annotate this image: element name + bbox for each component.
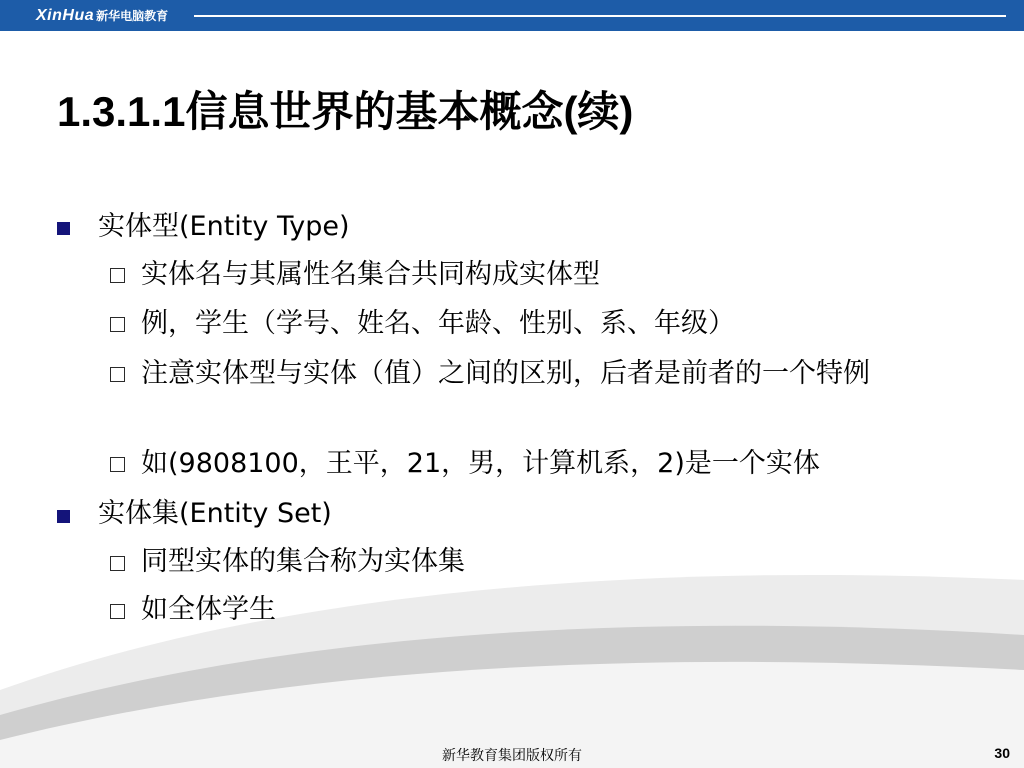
bullet-entity-instance-example: 如(9808100，王平，21，男，计算机系，2)是一个实体 — [141, 448, 820, 479]
header-divider-line — [194, 15, 1006, 17]
bullet-entity-type-definition: 实体名与其属性名集合共同构成实体型 — [141, 259, 600, 290]
hollow-square-bullet-icon — [110, 268, 125, 283]
page-number: 30 — [994, 745, 1010, 761]
bullet-student-example: 例，学生（学号、姓名、年龄、性别、系、年级） — [141, 308, 735, 339]
square-bullet-icon — [57, 510, 70, 523]
hollow-square-bullet-icon — [110, 367, 125, 382]
slide-title: 1.3.1.1信息世界的基本概念(续) — [57, 88, 634, 135]
hollow-square-bullet-icon — [110, 457, 125, 472]
bullet-all-students-example: 如全体学生 — [141, 594, 276, 625]
hollow-square-bullet-icon — [110, 604, 125, 619]
hollow-square-bullet-icon — [110, 317, 125, 332]
logo-brand-text: XinHua — [36, 7, 95, 24]
square-bullet-icon — [57, 222, 70, 235]
bullet-type-vs-value-note: 注意实体型与实体（值）之间的区别，后者是前者的一个特例 — [141, 358, 870, 389]
hollow-square-bullet-icon — [110, 556, 125, 571]
xinhua-logo — [36, 6, 168, 26]
bullet-entity-set-definition: 同型实体的集合称为实体集 — [141, 546, 465, 577]
logo-chinese-text: 新华电脑教育 — [96, 9, 169, 23]
bullet-entity-type: 实体型(Entity Type) — [98, 211, 350, 242]
bullet-entity-set: 实体集(Entity Set) — [98, 498, 332, 529]
footer-copyright: 新华教育集团版权所有 — [442, 748, 582, 764]
